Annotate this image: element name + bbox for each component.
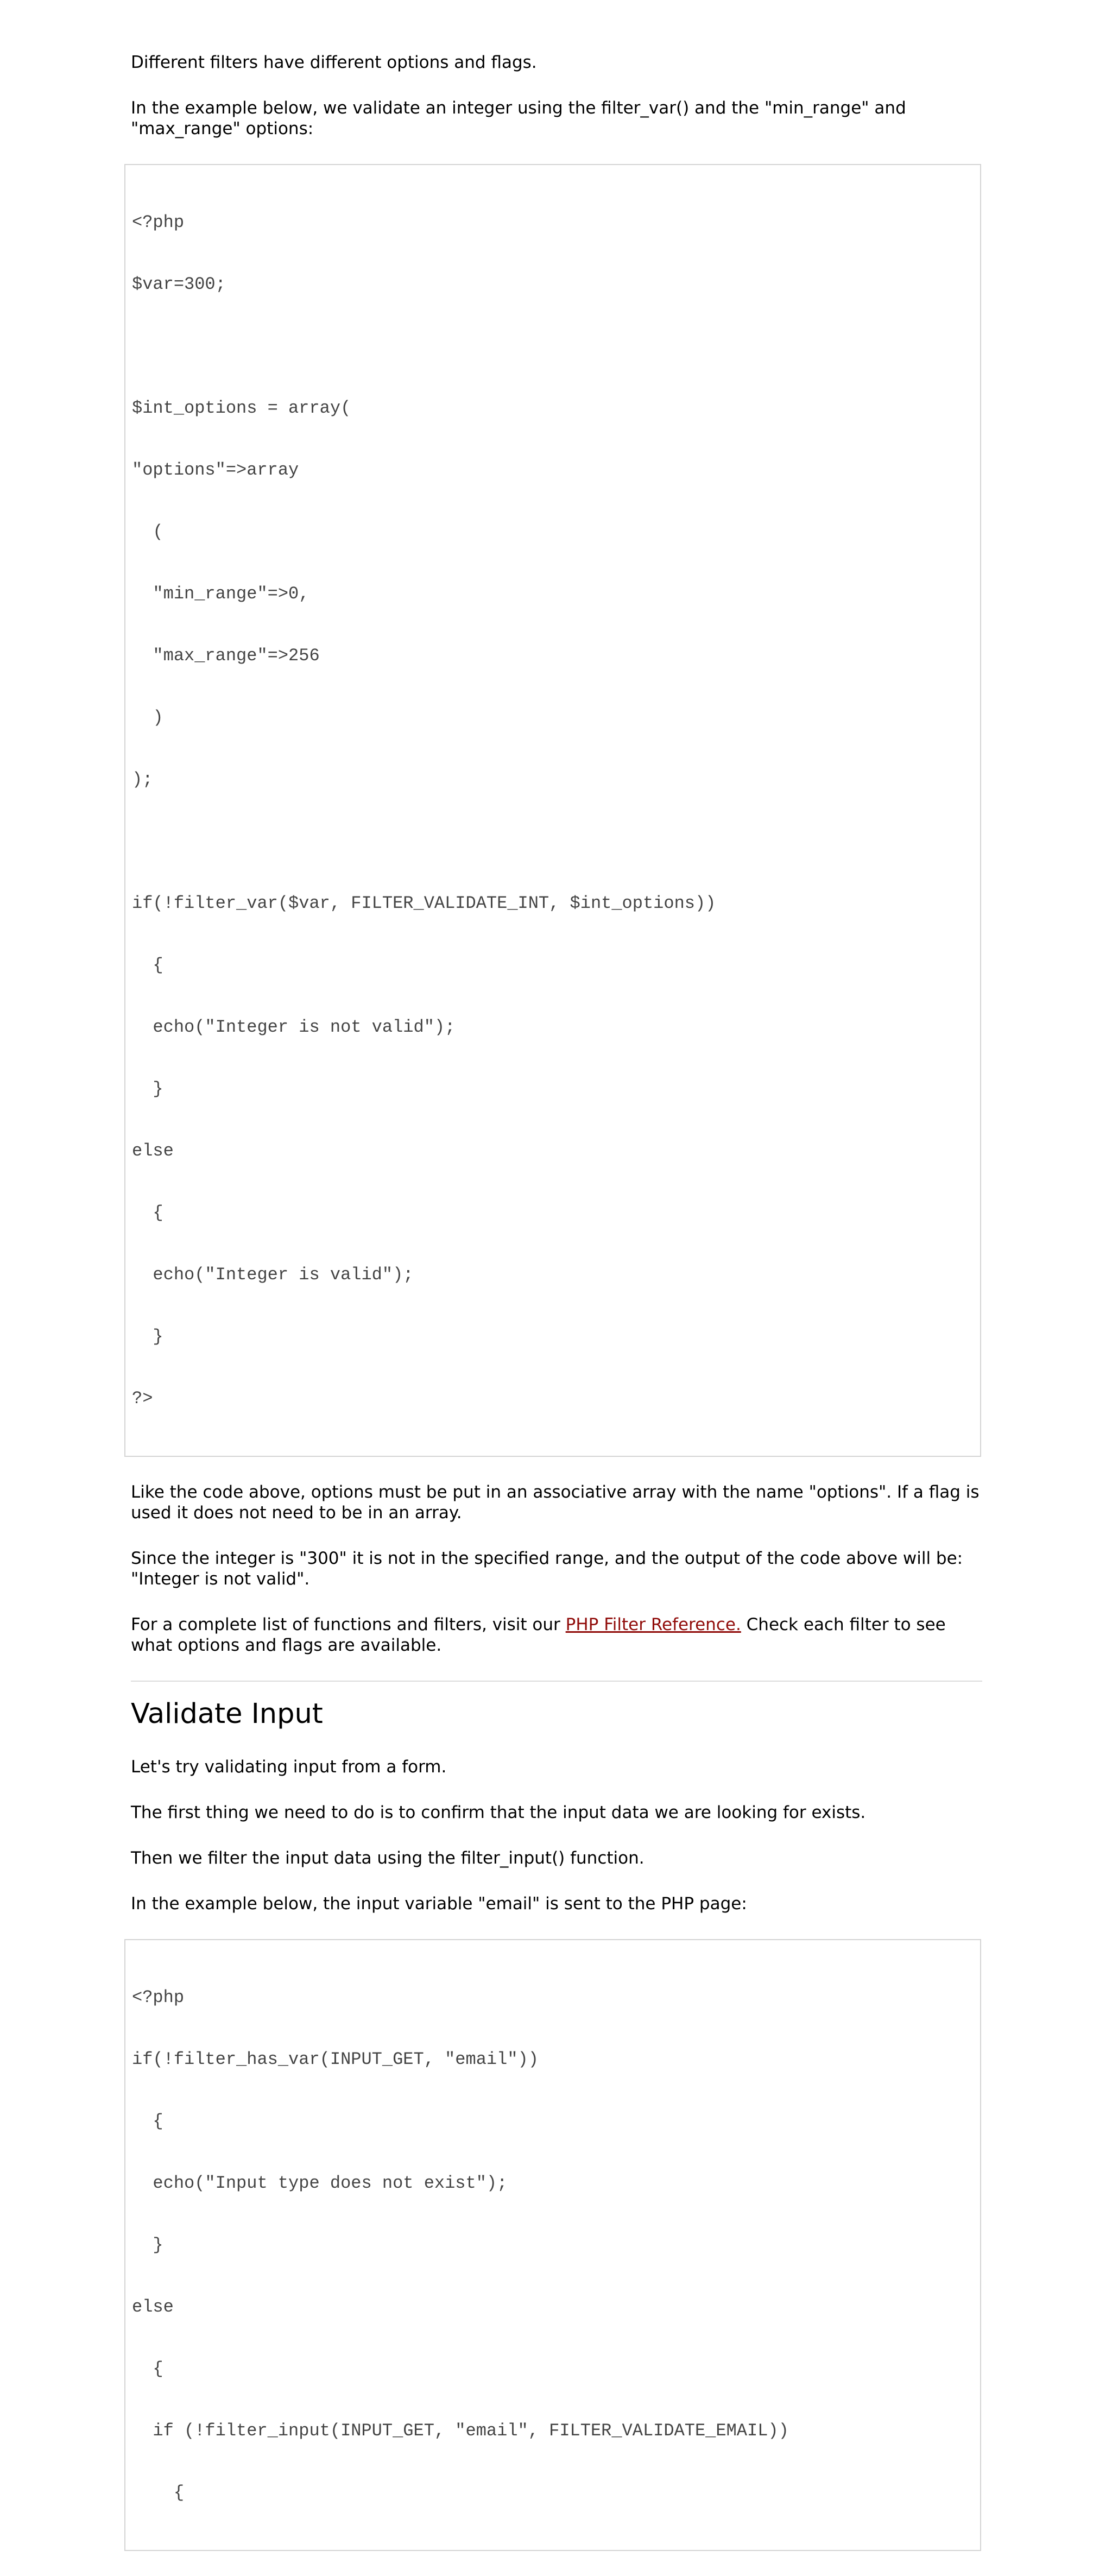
code-line: ?> — [132, 1388, 153, 1409]
code-line: } — [132, 1327, 163, 1347]
code-line: { — [132, 955, 163, 975]
code-line — [132, 831, 974, 852]
code-line: if (!filter_input(INPUT_GET, "email", FILTER_VALIDATE_EMAIL)) — [132, 2421, 789, 2441]
section-divider — [131, 1681, 982, 1682]
reference-paragraph — [131, 1614, 989, 1656]
intro-paragraph-2: In the example below, we validate an integer using the filter_var() and the "min_range" and "max_range" options: — [131, 98, 906, 138]
code-line: else — [132, 2297, 174, 2317]
code-line: "max_range"=>256 — [132, 646, 320, 666]
code-line: { — [132, 1203, 163, 1223]
code-line: <?php — [132, 212, 185, 232]
code-line: { — [132, 2483, 185, 2503]
code-example-validate-input — [124, 1939, 981, 2551]
code-line: $var=300; — [132, 274, 226, 294]
code-line: if(!filter_has_var(INPUT_GET, "email")) — [132, 2049, 539, 2069]
reference-text-before: For a complete list of functions and filters, visit our — [131, 1615, 566, 1634]
section-paragraph-4: In the example below, the input variable "email" is sent to the PHP page: — [131, 1894, 747, 1914]
code-line — [132, 336, 974, 357]
code-line: echo("Input type does not exist"); — [132, 2173, 508, 2193]
section-heading: Validate Input — [131, 1698, 323, 1730]
php-filter-reference-link[interactable]: PHP Filter Reference. — [565, 1615, 741, 1634]
code-line: ) — [132, 708, 163, 728]
section-paragraph-2: The first thing we need to do is to confirm that the input data we are looking for exists. — [131, 1803, 866, 1822]
code-line: { — [132, 2359, 163, 2379]
explanation-paragraph-2: Since the integer is "300" it is not in the specified range, and the output of the code above will be: "Integer is not valid". — [131, 1549, 963, 1589]
code-line: ); — [132, 769, 153, 790]
document-content — [131, 52, 989, 2576]
code-line: } — [132, 1079, 163, 1099]
reference-text-after: Check each filter to see what options and flags are available. — [131, 1615, 946, 1655]
code-line: if(!filter_var($var, FILTER_VALIDATE_INT, $int_options)) — [132, 893, 716, 913]
section-paragraph-1: Let's try validating input from a form. — [131, 1757, 447, 1777]
code-example-int-options — [124, 164, 981, 1457]
code-line: "options"=>array — [132, 460, 299, 480]
code-line: echo("Integer is not valid"); — [132, 1017, 456, 1037]
code-line: echo("Integer is valid"); — [132, 1265, 414, 1285]
code-line: { — [132, 2111, 163, 2131]
code-line: "min_range"=>0, — [132, 584, 309, 604]
code-line: else — [132, 1141, 174, 1161]
section-paragraph-3: Then we filter the input data using the filter_input() function. — [131, 1848, 645, 1868]
intro-paragraph-1: Different filters have different options and flags. — [131, 53, 537, 72]
code-line: $int_options = array( — [132, 398, 351, 418]
code-line: } — [132, 2235, 163, 2255]
code-line: <?php — [132, 1987, 185, 2007]
code-line: ( — [132, 522, 163, 542]
explanation-paragraph-1: Like the code above, options must be put in an associative array with the name "options". If a flag is used it does not need to be in an array. — [131, 1482, 980, 1523]
